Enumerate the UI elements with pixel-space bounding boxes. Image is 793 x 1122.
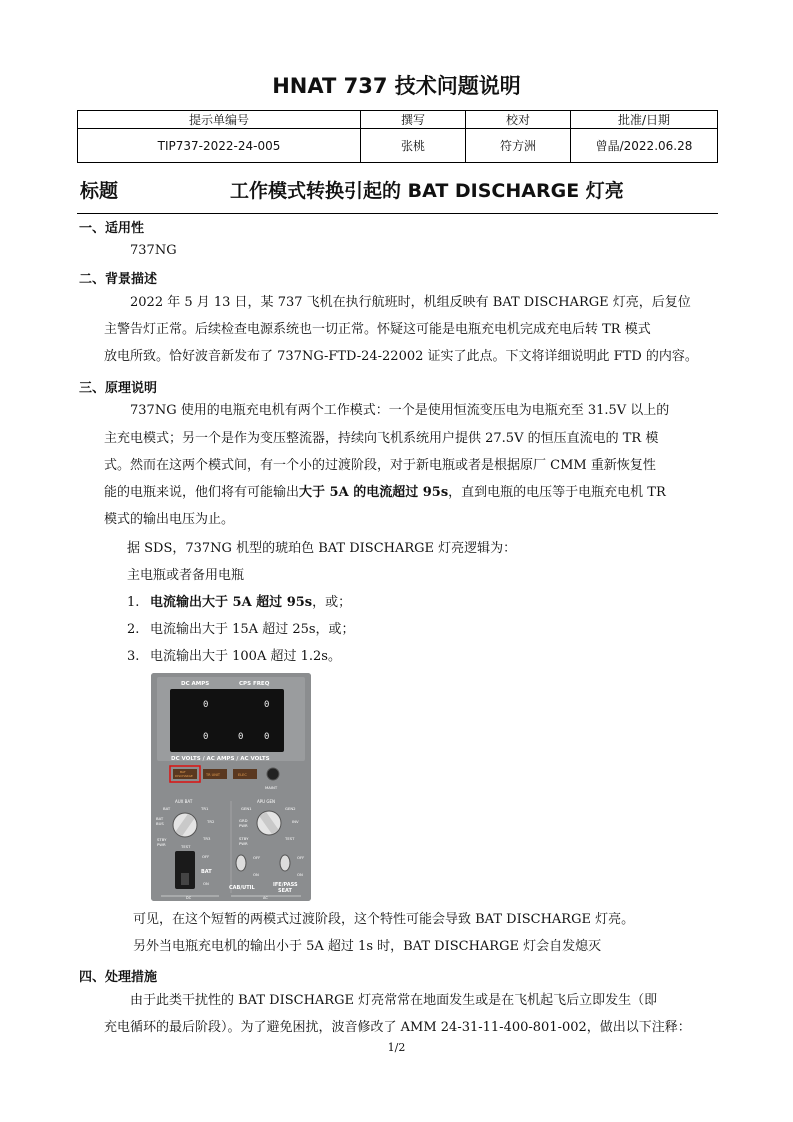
selector-label: TR2 — [207, 819, 215, 824]
maint-button — [267, 768, 279, 780]
selector-label: GEN2 — [285, 806, 296, 811]
selector-label: TEST — [181, 844, 191, 849]
selector-label: STBY — [157, 837, 167, 842]
switch-label: OFF — [202, 854, 210, 859]
list-item — [127, 589, 351, 616]
selector-label: AUX BAT — [175, 799, 193, 804]
logic-intro: 据 SDS，737NG 机型的琥珀色 BAT DISCHARGE 灯亮逻辑为： — [127, 541, 517, 556]
light-text: TR UNIT — [206, 773, 221, 777]
paragraph-line: 模式的输出电压为止。 — [104, 512, 235, 527]
selector-label: BAT — [163, 806, 171, 811]
text-span: ，直到电瓶的电压等于电瓶充电机 TR — [448, 485, 666, 500]
switch-label: CAB/UTIL — [229, 885, 255, 891]
paragraph-line: 主充电模式；另一个是作为变压整流器，持续向飞机系统用户提供 27.5V 的恒压直流电的 TR 模 — [104, 431, 659, 446]
list-item — [127, 643, 341, 670]
section-heading: 一、适用性 — [79, 221, 145, 236]
dc-amps-label: DC AMPS — [181, 681, 210, 687]
list-text: 电流输出大于 15A 超过 25s，或； — [150, 622, 355, 637]
paragraph-line: 737NG 使用的电瓶充电机有两个工作模式：一个是使用恒流变压电为电瓶充至 31.5V 以上的 — [130, 403, 670, 418]
switch-label: OFF — [253, 855, 261, 860]
digit: 0 — [203, 732, 209, 742]
electrical-panel-photo — [151, 673, 311, 901]
meter-select-label: DC VOLTS / AC AMPS / AC VOLTS — [171, 756, 270, 762]
selector-label: BUS — [156, 821, 164, 826]
meter-display — [170, 689, 284, 752]
selector-label: INV — [292, 819, 299, 824]
page-number: 1/2 — [387, 1041, 406, 1054]
list-text: 电流输出大于 100A 超过 1.2s。 — [150, 649, 341, 664]
switch-label: ON — [203, 881, 209, 886]
light-text: BAT — [180, 770, 186, 774]
meta-header: 提示单编号 — [78, 111, 361, 129]
paragraph-line: 由于此类干扰性的 BAT DISCHARGE 灯亮常常在地面发生或是在飞机起飞后立即发生（即 — [130, 993, 658, 1008]
switch-label: IFE/PASS — [273, 882, 298, 888]
paragraph-line: 主警告灯正常。后续检查电源系统也一切正常。怀疑这可能是电瓶充电机完成充电后转 TR 模式 — [104, 322, 651, 337]
paragraph-line: 可见，在这个短暂的两模式过渡阶段，这个特性可能会导致 BAT DISCHARGE 灯亮。 — [133, 912, 635, 927]
list-item — [127, 616, 355, 643]
list-bold: 电流输出大于 5A 超过 95s — [150, 595, 313, 610]
paragraph-line: 放电所致。恰好波音新发布了 737NG-FTD-24-22002 证实了此点。下文将详细说明此 FTD 的内容。 — [104, 349, 698, 364]
title-label: 标题 — [80, 180, 119, 202]
selector-label: PWR — [239, 841, 248, 846]
selector-label: STBY — [239, 836, 249, 841]
selector-label: BAT — [156, 816, 164, 821]
bus-label: DC — [186, 896, 192, 900]
ife-toggle — [280, 855, 290, 871]
text-span: 能的电瓶来说，他们将有可能输出 — [104, 485, 300, 500]
document-title: HNAT 737 技术问题说明 — [272, 74, 521, 98]
digit: 0 — [264, 732, 270, 742]
approval-date: 曾晶/2022.06.28 — [571, 129, 718, 163]
applicability: 737NG — [130, 243, 177, 258]
digit: 0 — [238, 732, 244, 742]
list-number: 3. — [127, 649, 140, 664]
tip-number: TIP737-2022-24-005 — [78, 129, 361, 163]
cps-freq-label: CPS FREQ — [239, 681, 270, 687]
reviewer: 符方洲 — [466, 129, 571, 163]
list-text: ，或； — [312, 595, 352, 610]
selector-label: TR3 — [203, 836, 211, 841]
list-number: 1. — [127, 595, 140, 610]
section-heading: 二、背景描述 — [79, 272, 158, 287]
meta-header: 校对 — [466, 111, 571, 129]
paragraph-line: 充电循环的最后阶段）。为了避免困扰，波音修改了 AMM 24-31-11-400-801-002，做出以下注释： — [104, 1020, 691, 1035]
switch-label: ON — [253, 872, 259, 877]
digit: 0 — [203, 700, 209, 710]
title-divider — [77, 213, 718, 214]
section-heading: 四、处理措施 — [79, 970, 158, 985]
cab-util-toggle — [236, 855, 246, 871]
list-number: 2. — [127, 622, 140, 637]
bat-switch — [181, 873, 189, 885]
digit: 0 — [264, 700, 270, 710]
switch-label: ON — [297, 872, 303, 877]
author: 张桃 — [361, 129, 466, 163]
selector-label: GEN1 — [241, 806, 252, 811]
selector-label: GRD — [239, 818, 248, 823]
switch-label: SEAT — [278, 888, 292, 894]
selector-label: TR1 — [201, 806, 209, 811]
selector-label: PWR — [157, 842, 166, 847]
paragraph-line: 2022 年 5 月 13 日，某 737 飞机在执行航班时，机组反映有 BAT DISCHARGE 灯亮，后复位 — [130, 295, 691, 310]
maint-label: MAINT — [265, 785, 278, 790]
meta-header: 撰写 — [361, 111, 466, 129]
light-text: DISCHARGE — [175, 774, 193, 778]
paragraph-line: 另外当电瓶充电机的输出小于 5A 超过 1s 时，BAT DISCHARGE 灯会自发熄灭 — [133, 939, 602, 954]
bold-emphasis: 大于 5A 的电流超过 95s — [299, 485, 449, 500]
light-text: ELEC — [238, 773, 247, 777]
paragraph-line — [104, 479, 666, 506]
switch-label: OFF — [297, 855, 305, 860]
selector-label: APU GEN — [257, 799, 275, 804]
section-heading: 三、原理说明 — [79, 381, 158, 396]
selector-label: TEST — [285, 836, 295, 841]
bus-label: AC — [263, 896, 268, 900]
logic-sub: 主电瓶或者备用电瓶 — [127, 568, 245, 583]
meta-header: 批准/日期 — [571, 111, 718, 129]
switch-label: BAT — [201, 869, 212, 875]
selector-label: PWR — [239, 823, 248, 828]
meta-table — [77, 110, 718, 163]
title-text: 工作模式转换引起的 BAT DISCHARGE 灯亮 — [230, 180, 624, 202]
paragraph-line: 式。然而在这两个模式间，有一个小的过渡阶段，对于新电瓶或者是根据原厂 CMM 重新恢复性 — [104, 458, 656, 473]
